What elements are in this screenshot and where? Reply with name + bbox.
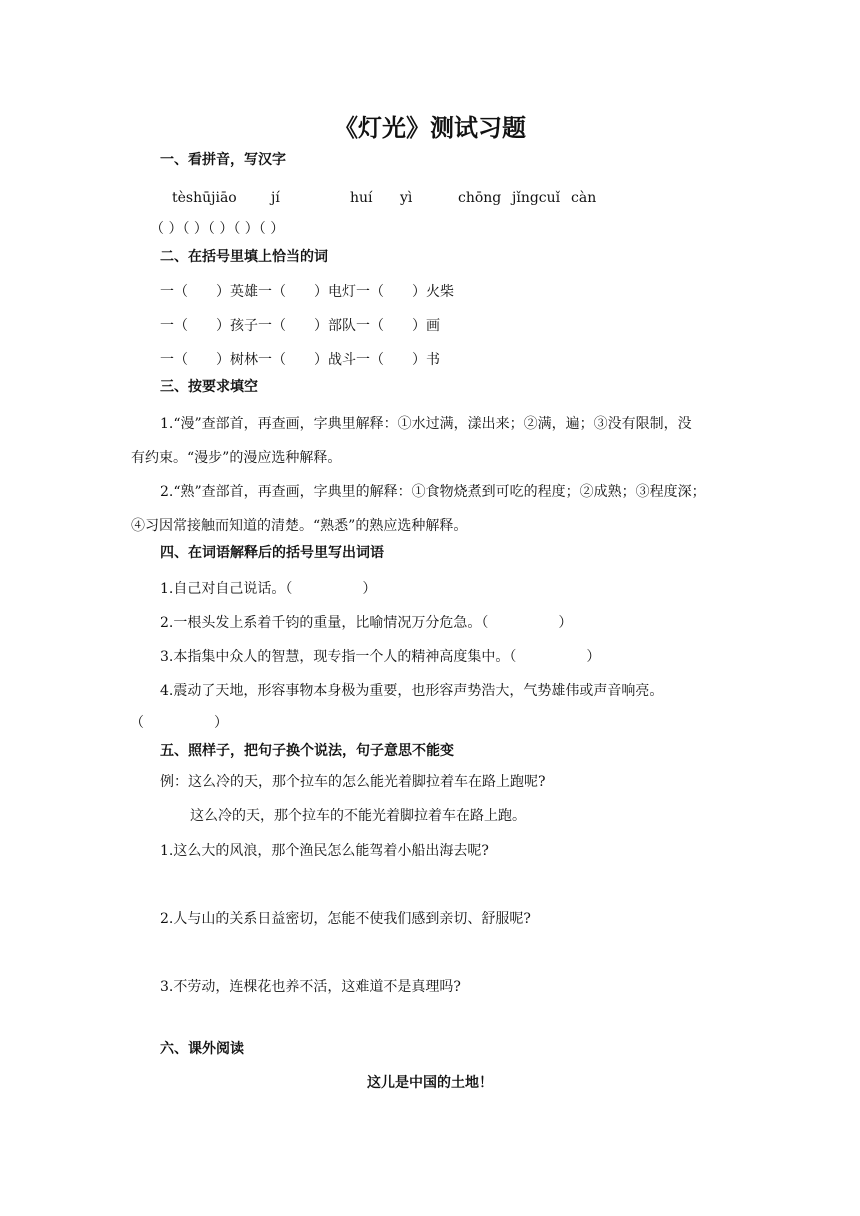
question-5-1: 1.这么大的风浪，那个渔民怎么能驾着小船出海去呢? xyxy=(160,843,489,859)
pinyin-3: huí xyxy=(350,190,373,206)
question-5-2: 2.人与山的关系日益密切，怎能不使我们感到亲切、舒服呢? xyxy=(160,911,531,927)
pinyin-5: chōng xyxy=(458,190,502,206)
pinyin-answer-blanks: （ ）（ ）（ ）（ ）（ ） xyxy=(150,221,285,237)
section-3-heading: 三、按要求填空 xyxy=(160,379,258,395)
question-3-2-line-2: ④习因常接触而知道的清楚。“熟悉”的熟应选种解释。 xyxy=(131,518,468,534)
pinyin-6: jǐngcuǐ xyxy=(512,190,561,206)
pinyin-7: càn xyxy=(571,190,597,206)
fill-word-row-2: 一（ ）孩子一（ ）部队一（ ）画 xyxy=(160,318,440,334)
page-title: 《灯光》测试习题 xyxy=(334,114,526,142)
example-answer: 这么冷的天，那个拉车的不能光着脚拉着车在路上跑。 xyxy=(190,808,526,824)
pinyin-4: yì xyxy=(400,190,413,206)
question-4-2: 2.一根头发上系着千钧的重量，比喻情况万分危急。（ ） xyxy=(160,615,573,631)
section-6-heading: 六、课外阅读 xyxy=(160,1041,244,1057)
fill-word-row-3: 一（ ）树林一（ ）战斗一（ ）书 xyxy=(160,352,440,368)
question-4-3: 3.本指集中众人的智慧，现专指一个人的精神高度集中。（ ） xyxy=(160,649,601,665)
question-3-1-line-1: 1.“漫”查部首，再查画，字典里解释：①水过满，漾出来；②满，遍；③没有限制，没 xyxy=(160,416,692,432)
pinyin-1: tèshūjiāo xyxy=(172,190,237,206)
question-3-1-line-2: 有约束。“漫步”的漫应选种解释。 xyxy=(131,450,342,466)
example-sentence: 例：这么冷的天，那个拉车的怎么能光着脚拉着车在路上跑呢? xyxy=(160,774,546,790)
section-5-heading: 五、照样子，把句子换个说法，句子意思不能变 xyxy=(160,743,454,759)
section-2-heading: 二、在括号里填上恰当的词 xyxy=(160,249,328,265)
section-1-heading: 一、看拼音，写汉字 xyxy=(160,152,286,168)
question-4-4: 4.震动了天地，形容事物本身极为重要，也形容声势浩大，气势雄伟或声音响亮。 xyxy=(160,683,664,699)
question-4-4-blank: （ ） xyxy=(130,715,228,731)
question-3-2-line-1: 2.“熟”查部首，再查画，字典里的解释：①食物烧煮到可吃的程度；②成熟；③程度深； xyxy=(160,484,706,500)
pinyin-2: jí xyxy=(271,190,280,206)
passage-title: 这儿是中国的土地！ xyxy=(367,1075,493,1091)
question-4-1: 1.自己对自己说话。（ ） xyxy=(160,581,377,597)
section-4-heading: 四、在词语解释后的括号里写出词语 xyxy=(160,545,384,561)
question-5-3: 3.不劳动，连棵花也养不活，这难道不是真理吗? xyxy=(160,979,461,995)
fill-word-row-1: 一（ ）英雄一（ ）电灯一（ ）火柴 xyxy=(160,284,454,300)
